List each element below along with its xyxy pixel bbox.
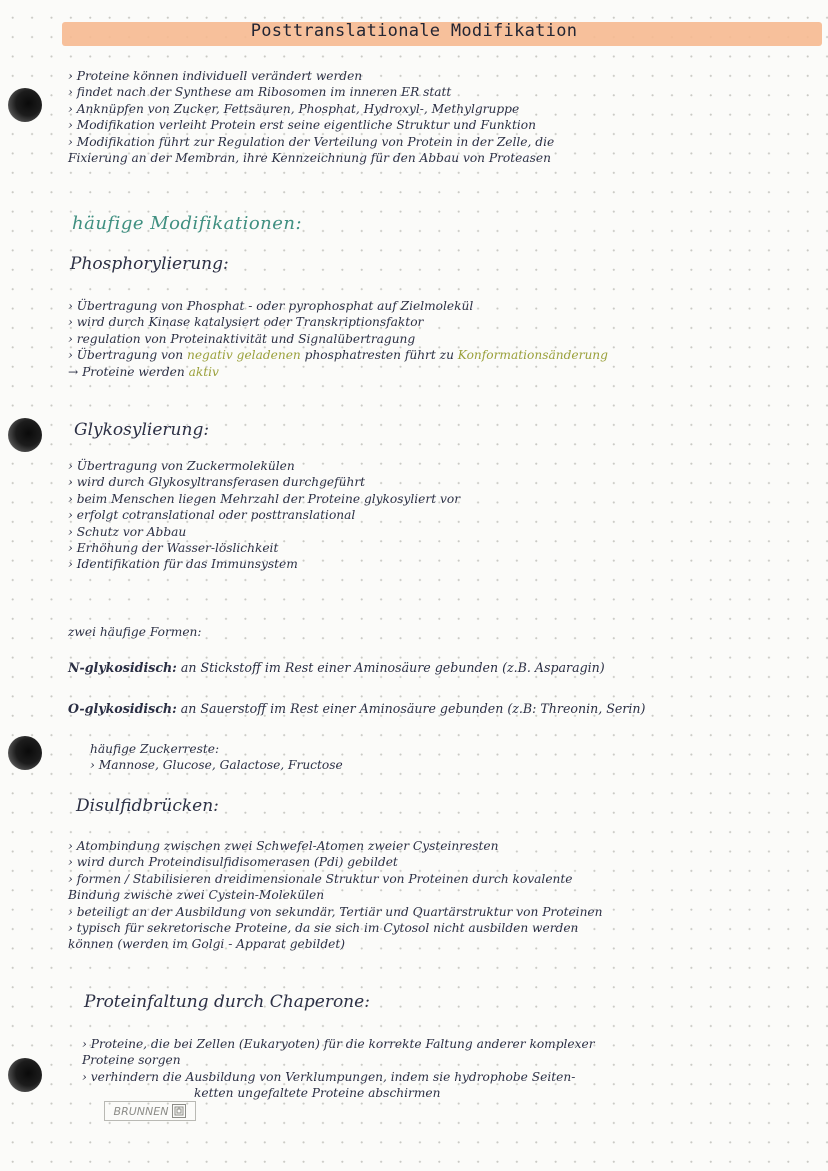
highlight-negativ: negativ geladenen [186,348,301,363]
list-item: › beim Menschen liegen Mehrzahl der Proteine glykosyliert vor [68,491,461,506]
list-item: › findet nach der Synthese am Ribosomen im inneren ER statt [68,85,452,100]
list-item [68,364,820,380]
brand-mark-icon [172,1104,186,1118]
intro-list [68,68,820,166]
punch-hole [8,418,42,452]
brand-logo [104,1101,196,1121]
text: phosphatresten führt zu [300,348,458,363]
forms-label: zwei häufige Formen: [68,625,202,639]
list-item: können (werden im Golgi - Apparat gebildet) [68,937,345,952]
glykosylierung-heading: Glykosylierung: [74,420,210,440]
list-item: Bindung zwische zwei Cystein-Molekülen [68,888,325,903]
list-item: › Schutz vor Abbau [68,524,187,539]
list-item: › Modifikation verleiht Protein erst seine eigentliche Struktur und Funktion [68,118,536,133]
list-item: › Atombindung zwischen zwei Schwefel-Atomen zweier Cysteinresten [68,839,499,853]
page-title: Posttranslationale Modifikation [250,21,578,41]
list-item: ketten ungefaltete Proteine abschirmen [194,1086,441,1101]
list-item: › Übertragung von Zuckermolekülen [68,459,295,473]
chaperone-heading: Proteinfaltung durch Chaperone: [84,992,370,1012]
list-item: › Erhöhung der Wasser-löslichkeit [68,541,279,556]
text: › Übertragung von [68,348,187,363]
sugar-label: häufige Zuckerreste: [90,742,220,756]
list-item: › Übertragung von Phosphat - oder pyrophosphat auf Zielmolekül [68,299,474,313]
chaperone-list [82,1036,820,1102]
text: an Sauerstoff im Rest einer Aminosäure gebunden (z.B: Threonin, Serin) [176,701,646,716]
o-glykosidisch-line [68,701,820,717]
list-item: › regulation von Proteinaktivität und Signalübertragung [68,331,416,346]
list-item: › wird durch Glykosyltransferasen durchgeführt [68,475,366,490]
phosphorylierung-heading: Phosphorylierung: [70,254,229,274]
list-item: › Proteine können individuell verändert werden [68,69,363,83]
section-heading: häufige Modifikationen: [72,213,303,234]
text: → Proteine werden [68,364,189,379]
list-item [68,347,820,363]
phosphorylierung-list [68,298,820,380]
list-item: Fixierung an der Membran, ihre Kennzeichnung für den Abbau von Proteasen [68,151,551,166]
list-item: › Identifikation für das Immunsystem [68,557,298,572]
list-item: › formen / Stabilisieren dreidimensionale Struktur von Proteinen durch kovalente [68,871,573,886]
disulfid-heading: Disulfidbrücken: [76,796,219,816]
brand-name: BRUNNEN [113,1104,169,1118]
list-item: › beteiligt an der Ausbildung von sekundär, Tertiär und Quartärstruktur von Proteinen [68,904,603,919]
term: N-glykosidisch: [68,660,177,675]
glykosylierung-list [68,458,820,573]
list-item: › verhindern die Ausbildung von Verklumpungen, indem sie hydrophobe Seiten- [82,1069,576,1084]
list-item: › Modifikation führt zur Regulation der Verteilung von Protein in der Zelle, die [68,134,555,149]
term: O-glykosidisch: [68,701,177,716]
list-item: Proteine sorgen [82,1053,181,1068]
n-glykosidisch-line [68,660,820,676]
sugar-block [90,741,820,774]
text: an Stickstoff im Rest einer Aminosäure gebunden (z.B. Asparagin) [176,660,605,675]
list-item: › wird durch Kinase katalysiert oder Transkriptionsfaktor [68,315,424,330]
disulfid-list [68,838,820,953]
highlight-aktiv: aktiv [188,364,219,379]
punch-hole [8,88,42,122]
punch-hole [8,736,42,770]
list-item: › typisch für sekretorische Proteine, da sie sich im Cytosol nicht ausbilden werden [68,921,579,936]
punch-hole [8,1058,42,1092]
sugar-list: › Mannose, Glucose, Galactose, Fructose [90,758,343,773]
list-item: › Anknüpfen von Zucker, Fettsäuren, Phosphat, Hydroxyl-, Methylgruppe [68,101,520,116]
list-item: › Proteine, die bei Zellen (Eukaryoten) für die korrekte Faltung anderer komplexer [82,1037,595,1051]
list-item: › wird durch Proteindisulfidisomerasen (Pdi) gebildet [68,855,398,870]
list-item: › erfolgt cotranslational oder posttranslational [68,508,356,523]
highlight-konformation: Konformationsänderung [457,348,608,363]
